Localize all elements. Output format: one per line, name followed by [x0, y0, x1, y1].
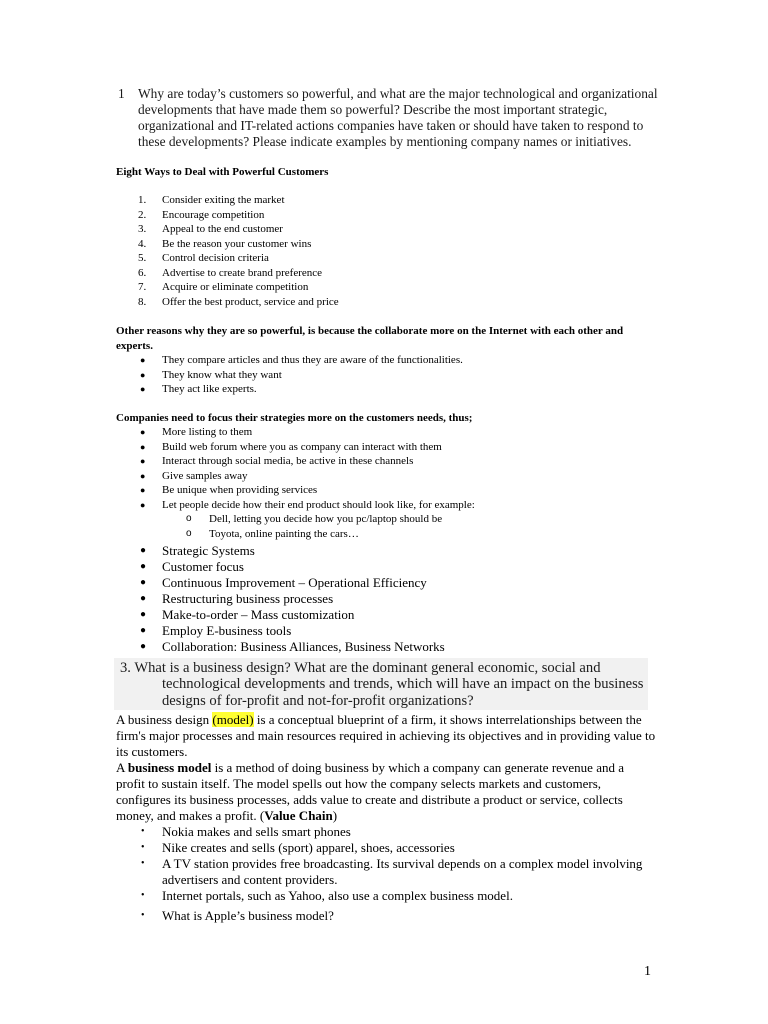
question-1-number: 1 — [118, 86, 125, 101]
list-item: ● They compare articles and thus they are aware of the functionalities. — [140, 354, 463, 366]
list-item: 7. Acquire or eliminate competition — [138, 281, 309, 293]
list-item: 5. Control decision criteria — [138, 252, 269, 264]
list-item: ● Be unique when providing services — [140, 484, 318, 496]
highlighted-text: (model) — [212, 712, 254, 727]
business-model-examples — [116, 824, 656, 924]
list-item: 3. Appeal to the end customer — [138, 223, 283, 235]
question-1-text: Why are today’s customers so powerful, and what are the major technological and organizational developments that have made them so powerful? Describe the most important strategic, organizational and IT-related actions companies have taken or should have taken to respond to these developments? Please indicate examples by mentioning company names or initiatives. — [138, 86, 658, 149]
bullet-icon: ● — [140, 369, 146, 380]
list-item: ● Continuous Improvement – Operational Efficiency — [140, 575, 427, 590]
bullet-icon: ● — [140, 456, 146, 466]
list-item: ● Customer focus — [140, 559, 244, 574]
eight-ways-list — [116, 193, 339, 309]
list-item: • Internet portals, such as Yahoo, also use a complex business model. — [141, 888, 513, 903]
bullet-icon: ● — [140, 441, 146, 452]
business-model-paragraph: A business model is a method of doing business by which a company can generate revenue and a profit to sustain itself. The model spells out how the company selects markets and customers, configures its business processes, adds value to create and distribute a product or service, collects money, and makes a profit. (Value Chain) — [116, 760, 624, 823]
bullet-icon: • — [141, 826, 145, 837]
other-reasons-heading: Other reasons why they are so powerful, is because the collaborate more on the Internet with each other and experts. — [116, 325, 624, 352]
list-item: ● More listing to them — [140, 426, 253, 438]
list-item: ● Give samples away — [140, 469, 248, 482]
question-3 — [114, 658, 648, 710]
list-item: • A TV station provides free broadcasting. Its survival depends on a complex model involving advertisers and content providers. — [141, 856, 643, 887]
bullet-icon: ● — [140, 625, 147, 636]
bullet-icon: ● — [140, 561, 147, 572]
list-item: • Nokia makes and sells smart phones — [141, 824, 351, 839]
strategies-heading: Companies need to focus their strategies more on the customers needs, thus; — [116, 412, 473, 424]
list-item: ● Build web forum where you as company can interact with them — [140, 440, 442, 453]
list-item: ● Employ E-business tools — [140, 623, 292, 638]
business-design-paragraph: A business design (model) is a conceptual blueprint of a firm, it shows interrelationships between the firm's major processes and main resources required in achieving its objectives and in providing value to its customers. — [116, 712, 656, 759]
page-number: 1 — [644, 964, 651, 979]
list-item: 4. Be the reason your customer wins — [138, 237, 312, 250]
bullet-icon: ● — [140, 577, 147, 588]
bullet-icon: • — [141, 890, 145, 901]
list-item: ● They act like experts. — [140, 383, 257, 395]
bullet-icon: ● — [140, 470, 146, 481]
bullet-icon: • — [141, 910, 145, 921]
list-item: ● Restructuring business processes — [140, 591, 334, 606]
list-item: 6. Advertise to create brand preference — [138, 266, 323, 279]
list-item: ● Interact through social media, be active in these channels — [140, 455, 414, 467]
bullet-icon: ● — [140, 499, 146, 510]
list-item: ● They know what they want — [140, 368, 282, 381]
question-1 — [118, 86, 658, 150]
list-item: 8. Offer the best product, service and price — [138, 295, 339, 308]
list-item: ● Strategic Systems — [140, 543, 255, 558]
strategies-list — [116, 425, 475, 541]
question-3-rest: technological developments and trends, which will have an impact on the business designs of for-profit and not-for-profit organizations? — [162, 676, 644, 709]
bullet-icon: ● — [140, 545, 147, 556]
list-item: 2. Encourage competition — [138, 208, 265, 221]
list-item: • Nike creates and sells (sport) apparel, shoes, accessories — [141, 840, 455, 855]
eight-ways-heading: Eight Ways to Deal with Powerful Customers — [116, 166, 329, 178]
bullet-icon: ● — [140, 641, 147, 652]
list-item: ● Make-to-order – Mass customization — [140, 607, 355, 622]
bullet-icon: • — [141, 842, 145, 853]
list-item: 1. Consider exiting the market — [138, 194, 285, 206]
list-item: ● Let people decide how their end product should look like, for example: — [140, 498, 475, 511]
bullet-icon: ● — [140, 609, 147, 620]
bullet-icon: ● — [140, 384, 146, 394]
list-item: ● Collaboration: Business Alliances, Business Networks — [140, 639, 445, 654]
sub-list-item: o Toyota, online painting the cars… — [186, 527, 359, 540]
bullet-icon: • — [141, 858, 145, 869]
question-3-line1: 3. What is a business design? What are the dominant general economic, social and — [120, 660, 601, 676]
strategies-large-list — [116, 543, 445, 655]
other-reasons-list — [116, 353, 463, 397]
sub-list-item: o Dell, letting you decide how you pc/laptop should be — [186, 513, 443, 525]
bullet-icon: ● — [140, 485, 146, 495]
bullet-icon: ● — [140, 355, 146, 365]
bullet-icon: ● — [140, 427, 146, 437]
list-item: • What is Apple’s business model? — [141, 908, 334, 923]
bullet-icon: ● — [140, 593, 147, 604]
